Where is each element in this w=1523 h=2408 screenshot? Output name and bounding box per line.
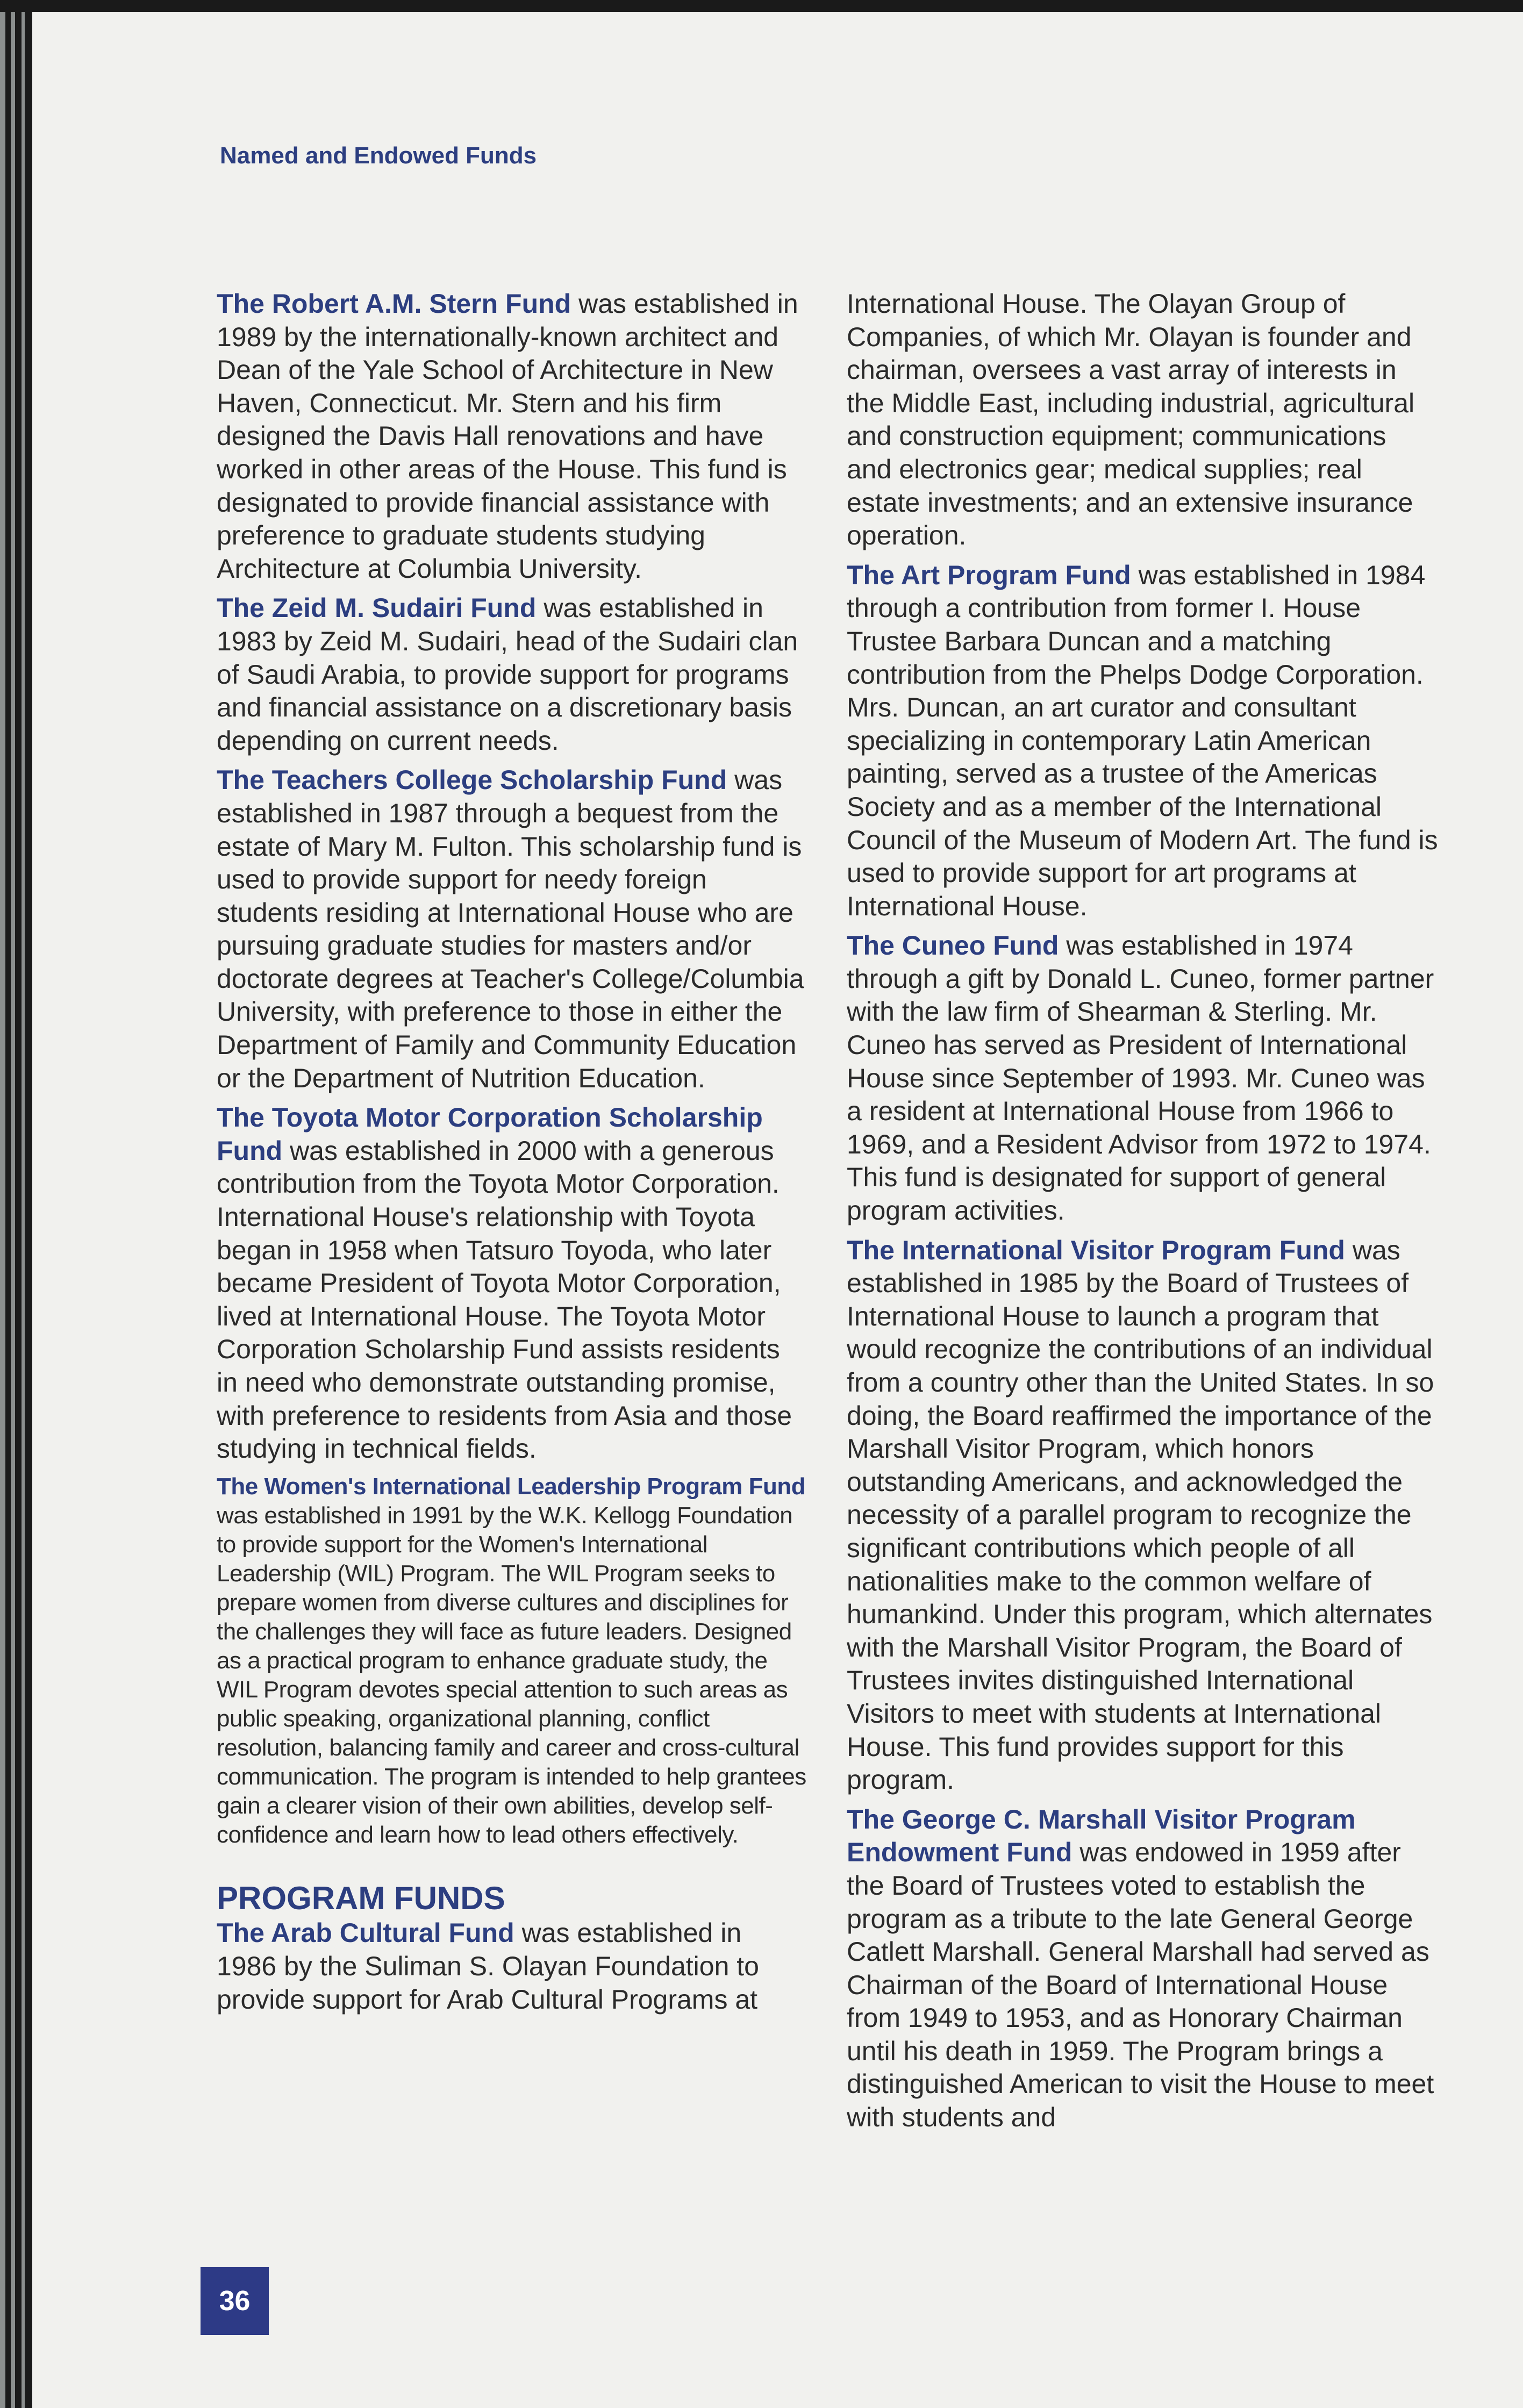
continued-text: International House. The Olayan Group of Companies, of which Mr. Olayan is founder and chairman, oversees a vast array of interests in the Middle East, including industrial, agricultural and construction equipment; communications and electronics gear; medical supplies; real estate investments; and an extensive insurance operation. bbox=[847, 289, 1415, 551]
fund-name: The George C. Marshall Visitor Program Endowment Fund bbox=[847, 1804, 1356, 1868]
fund-description: was established in 1986 by the Suliman S. Olayan Foundation to provide support for Arab Cultural Programs at bbox=[217, 1918, 759, 2015]
fund-entry bbox=[847, 929, 1438, 1227]
page-edge bbox=[0, 12, 5, 2408]
fund-name: The Toyota Motor Corporation Scholarship Fund bbox=[217, 1102, 763, 1166]
fund-name: The International Visitor Program Fund bbox=[847, 1235, 1345, 1265]
fund-name: The Robert A.M. Stern Fund bbox=[217, 289, 571, 319]
page-number: 36 bbox=[201, 2267, 269, 2335]
fund-description: was established in 1991 by the W.K. Kellogg Foundation to provide support for the Women's International Leadership (WIL) Program. The WIL Program seeks to prepare women from diverse cultures and disciplines for the challenges they will face as future leaders. Designed as a practical program to enhance graduate study, the WIL Program devotes special attention to such areas as public speaking, organizational planning, conflict resolution, balancing family and career and cross-cultural communication. The program is intended to help grantees gain a clearer vision of their own abilities, develop self-confidence and learn how to lead others effectively. bbox=[217, 1502, 806, 1848]
fund-entry bbox=[217, 1472, 808, 1850]
fund-entry bbox=[217, 592, 808, 757]
fund-name: The Teachers College Scholarship Fund bbox=[217, 765, 727, 796]
fund-name: The Cuneo Fund bbox=[847, 930, 1059, 961]
left-column bbox=[217, 288, 808, 2023]
fund-name: The Art Program Fund bbox=[847, 560, 1131, 590]
fund-description: was established in 1985 by the Board of Trustees of International House to launch a program that would recognize the contributions of an individual from a country other than the United States. In so doing, the Board reaffirmed the importance of the Marshall Visitor Program, which honors outstanding Americans, and acknowledged the necessity of a parallel program to recognize the significant contributions which people of all nationalities make to the common welfare of humankind. Under this program, which alternates with the Marshall Visitor Program, the Board of Trustees invites distinguished International Visitors to meet with students at International House. This fund provides support for this program. bbox=[847, 1235, 1434, 1795]
fund-entry bbox=[217, 288, 808, 585]
fund-description: was established in 2000 with a generous contribution from the Toyota Motor Corporation. International House's relationship with Toyota began in 1958 when Tatsuro Toyoda, who later became President of Toyota Motor Corporation, lived at International House. The Toyota Motor Corporation Scholarship Fund assists residents in need who demonstrate outstanding promise, with preference to residents from Asia and those studying in technical fields. bbox=[217, 1135, 792, 1464]
fund-description: was established in 1983 by Zeid M. Sudairi, head of the Sudairi clan of Saudi Arabia, to provide support for programs and financial assistance on a discretionary basis depending on current needs. bbox=[217, 593, 798, 756]
fund-description: was endowed in 1959 after the Board of Trustees voted to establish the program as a tribute to the late General George Catlett Marshall. General Marshall had served as Chairman of the Board of International House from 1949 to 1953, and as Honorary Chairman until his death in 1959. The Program brings a distinguished American to visit the House to meet with students and bbox=[847, 1837, 1434, 2133]
fund-entry bbox=[217, 1917, 808, 2016]
fund-description: was established in 1989 by the internationally-known architect and Dean of the Yale School of Architecture in New Haven, Connecticut. Mr. Stern and his firm designed the Davis Hall renovations and have worked in other areas of the House. This fund is designated to provide financial assistance with preference to graduate students studying Architecture at Columbia University. bbox=[217, 289, 798, 584]
page-edge bbox=[22, 12, 25, 2408]
fund-entry bbox=[217, 764, 808, 1095]
fund-name: The Arab Cultural Fund bbox=[217, 1918, 514, 1948]
running-header: Named and Endowed Funds bbox=[220, 142, 537, 169]
fund-description: was established in 1984 through a contribution from former I. House Trustee Barbara Duncan and a matching contribution from the Phelps Dodge Corporation. Mrs. Duncan, an art curator and consultant specializing in contemporary Latin American painting, served as a trustee of the Americas Society and as a member of the International Council of the Museum of Modern Art. The fund is used to provide support for art programs at International House. bbox=[847, 560, 1438, 921]
fund-entry bbox=[847, 1234, 1438, 1797]
fund-name: The Zeid M. Sudairi Fund bbox=[217, 593, 537, 624]
fund-entry bbox=[847, 1803, 1438, 2134]
right-column bbox=[847, 288, 1438, 2141]
section-heading: PROGRAM FUNDS bbox=[217, 1880, 505, 1916]
fund-name: The Women's International Leadership Program Fund bbox=[217, 1473, 806, 1500]
fund-description: was established in 1987 through a bequest from the estate of Mary M. Fulton. This scholarship fund is used to provide support for needy foreign students residing at International House who are pursuing graduate studies for masters and/or doctorate degrees at Teacher's College/Columbia University, with preference to those in either the Department of Family and Community Education or the Department of Nutrition Education. bbox=[217, 765, 804, 1093]
fund-entry bbox=[847, 559, 1438, 923]
page-edge bbox=[11, 12, 15, 2408]
fund-entry bbox=[217, 1101, 808, 1466]
fund-description: was established in 1974 through a gift by Donald L. Cuneo, former partner with the law firm of Shearman & Sterling. Mr. Cuneo has served as President of International House since September of 1993. Mr. Cuneo was a resident at International House from 1966 to 1969, and a Resident Advisor from 1972 to 1974. This fund is designated for support of general program activities. bbox=[847, 930, 1434, 1226]
